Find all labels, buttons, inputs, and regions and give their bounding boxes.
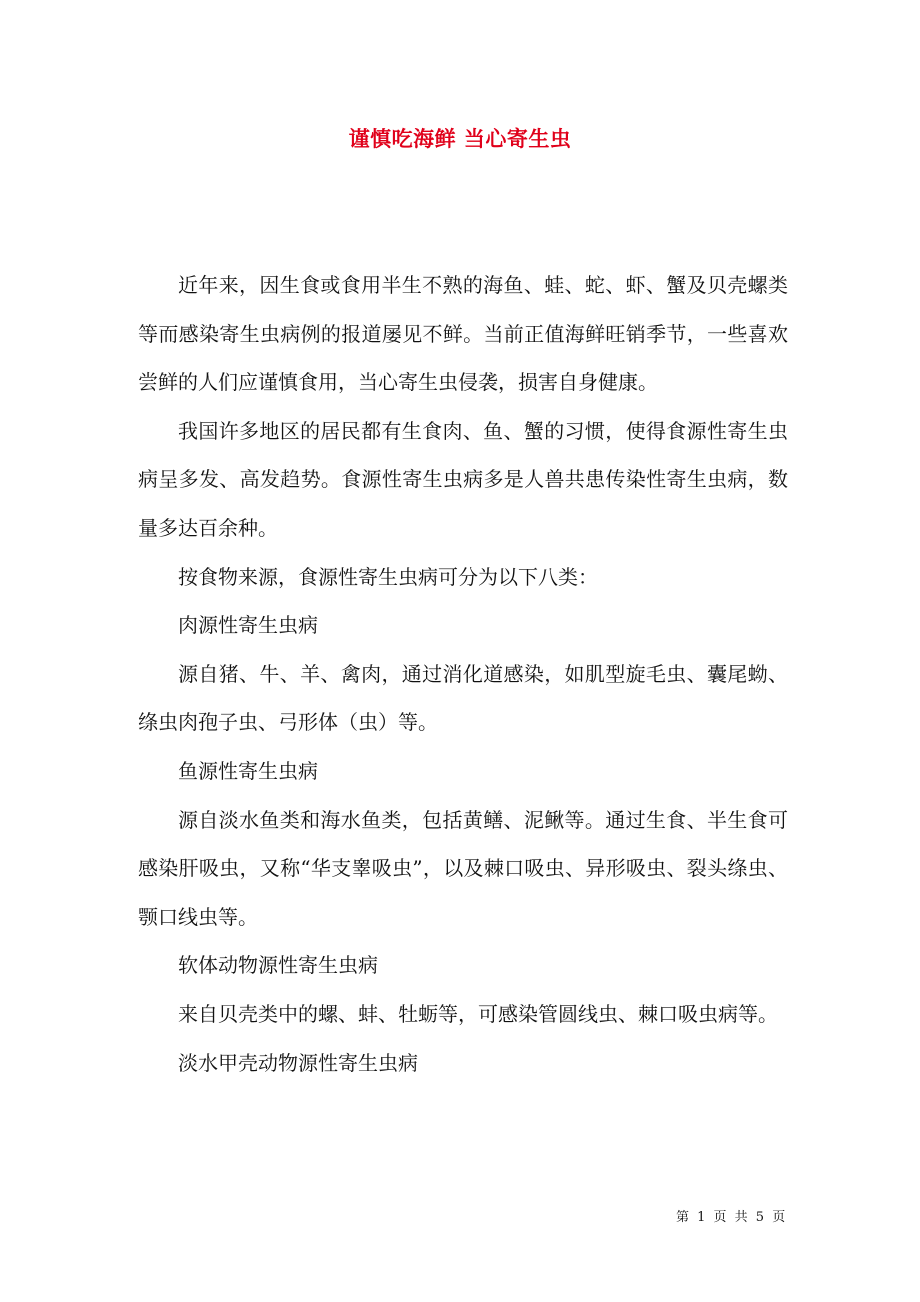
paragraph-fish-source: 源自淡水鱼类和海水鱼类，包括黄鳝、泥鳅等。通过生食、半生食可感染肝吸虫，又称“华支睾吸虫”，以及棘口吸虫、异形吸虫、裂头绦虫、颚口线虫等。 <box>138 807 788 929</box>
page-number: 第 1 页 共 5 页 <box>676 1210 788 1225</box>
paragraph-intro: 近年来，因生食或食用半生不熟的海鱼、蛙、蛇、虾、蟹及贝壳螺类等而感染寄生虫病例的报道屡见不鲜。当前正值海鲜旺销季节，一些喜欢尝鲜的人们应谨慎食用，当心寄生虫侵袭，损害自身健康。 <box>138 273 788 395</box>
heading-mollusk-source: 软体动物源性寄生虫病 <box>178 953 378 978</box>
heading-fish-source: 鱼源性寄生虫病 <box>178 758 318 783</box>
heading-crustacean-source: 淡水甲壳动物源性寄生虫病 <box>178 1050 418 1075</box>
paragraph-categories: 按食物来源，食源性寄生虫病可分为以下八类： <box>178 564 598 589</box>
paragraph-habits: 我国许多地区的居民都有生食肉、鱼、蟹的习惯，使得食源性寄生虫病呈多发、高发趋势。食源性寄生虫病多是人兽共患传染性寄生虫病，数量多达百余种。 <box>138 418 788 540</box>
paragraph-meat-source: 源自猪、牛、羊、禽肉，通过消化道感染，如肌型旋毛虫、囊尾蚴、绦虫肉孢子虫、弓形体（虫）等。 <box>138 661 788 735</box>
document-title: 谨慎吃海鲜 当心寄生虫 <box>348 126 572 151</box>
paragraph-mollusk-source: 来自贝壳类中的螺、蚌、牡蛎等，可感染管圆线虫、棘口吸虫病等。 <box>178 1001 778 1026</box>
heading-meat-source: 肉源性寄生虫病 <box>178 613 318 638</box>
document-body <box>138 261 788 1087</box>
